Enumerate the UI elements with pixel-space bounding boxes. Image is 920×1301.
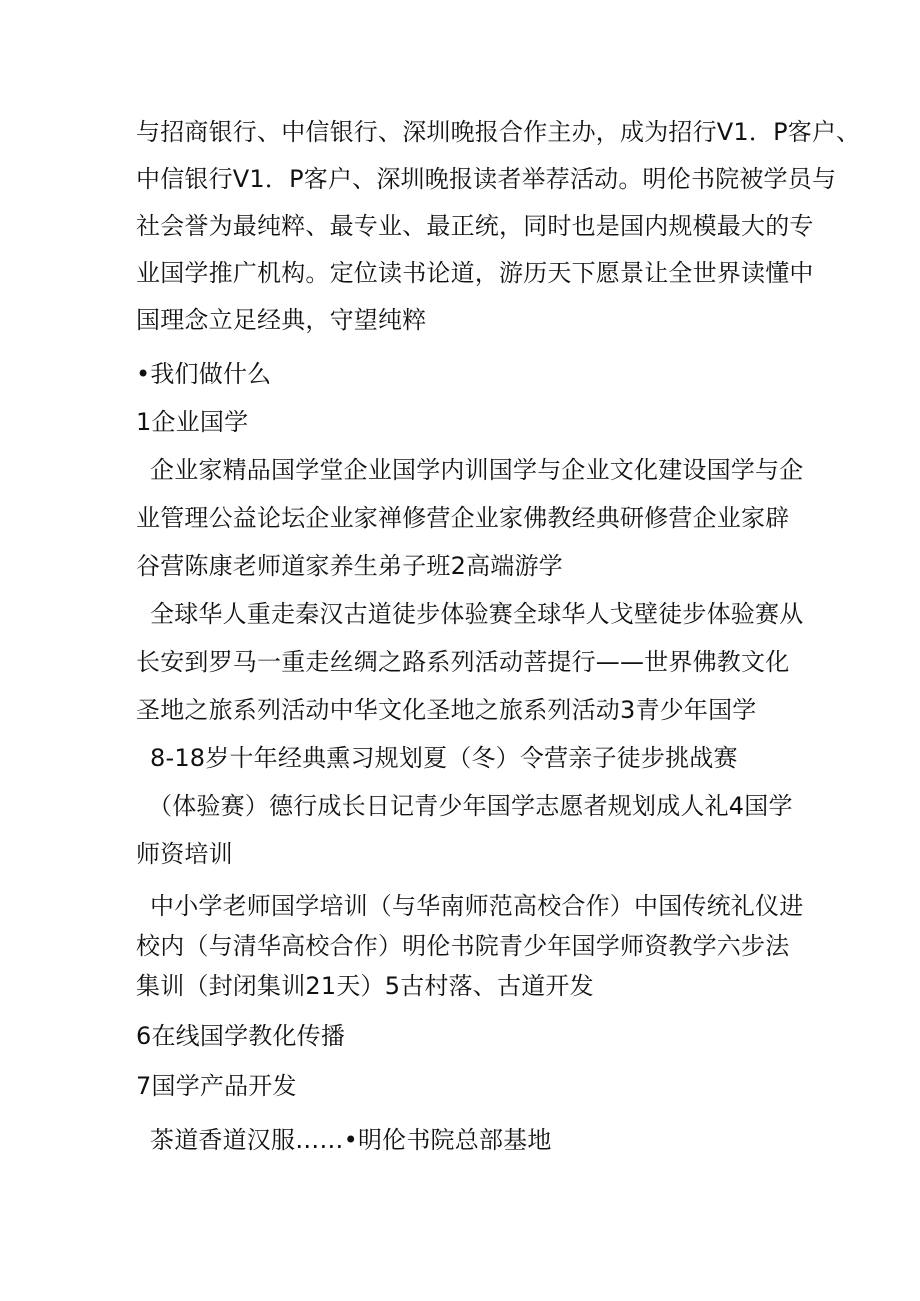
paragraph-line: 全球华人重走秦汉古道徒步体验赛全球华人戈壁徒步体验赛从 [150, 600, 804, 628]
paragraph-line: 社会誉为最纯粹、最专业、最正统，同时也是国内规模最大的专 [136, 212, 814, 240]
list-heading: 1企业国学 [136, 408, 249, 436]
paragraph-line: 中信银行V1．P客户、深圳晚报读者举荐活动。明伦书院被学员与 [136, 165, 837, 193]
paragraph-line: 8-18岁十年经典熏习规划夏（冬）令营亲子徒步挑战赛 [150, 744, 738, 772]
paragraph-line: 谷营陈康老师道家养生弟子班2高端游学 [136, 552, 563, 580]
paragraph-line: 企业家精品国学堂企业国学内训国学与企业文化建设国学与企 [150, 456, 804, 484]
list-heading: 7国学产品开发 [136, 1072, 297, 1100]
paragraph-line: 校内（与清华高校合作）明伦书院青少年国学师资教学六步法 [136, 932, 790, 960]
paragraph-line: 业国学推广机构。定位读书论道，游历天下愿景让全世界读懂中 [136, 259, 814, 287]
paragraph-line: 业管理公益论坛企业家禅修营企业家佛教经典研修营企业家辟 [136, 504, 790, 532]
paragraph-line: 师资培训 [136, 840, 233, 868]
paragraph-line: （体验赛）德行成长日记青少年国学志愿者规划成人礼4国学 [148, 792, 793, 820]
paragraph-line: 国理念立足经典，守望纯粹 [136, 306, 427, 334]
section-heading: •我们做什么 [136, 360, 272, 388]
list-heading: 6在线国学教化传播 [136, 1022, 346, 1050]
paragraph-line: 集训（封闭集训21天）5古村落、古道开发 [136, 972, 594, 1000]
paragraph-line: 长安到罗马一重走丝绸之路系列活动菩提行——世界佛教文化 [136, 648, 790, 676]
paragraph-line: 圣地之旅系列活动中华文化圣地之旅系列活动3青少年国学 [136, 696, 757, 724]
paragraph-line: 中小学老师国学培训（与华南师范高校合作）中国传统礼仪进 [150, 892, 804, 920]
paragraph-line: 与招商银行、中信银行、深圳晚报合作主办，成为招行V1．P客户、 [136, 118, 861, 146]
paragraph-line: 茶道香道汉服……•明伦书院总部基地 [150, 1126, 552, 1154]
